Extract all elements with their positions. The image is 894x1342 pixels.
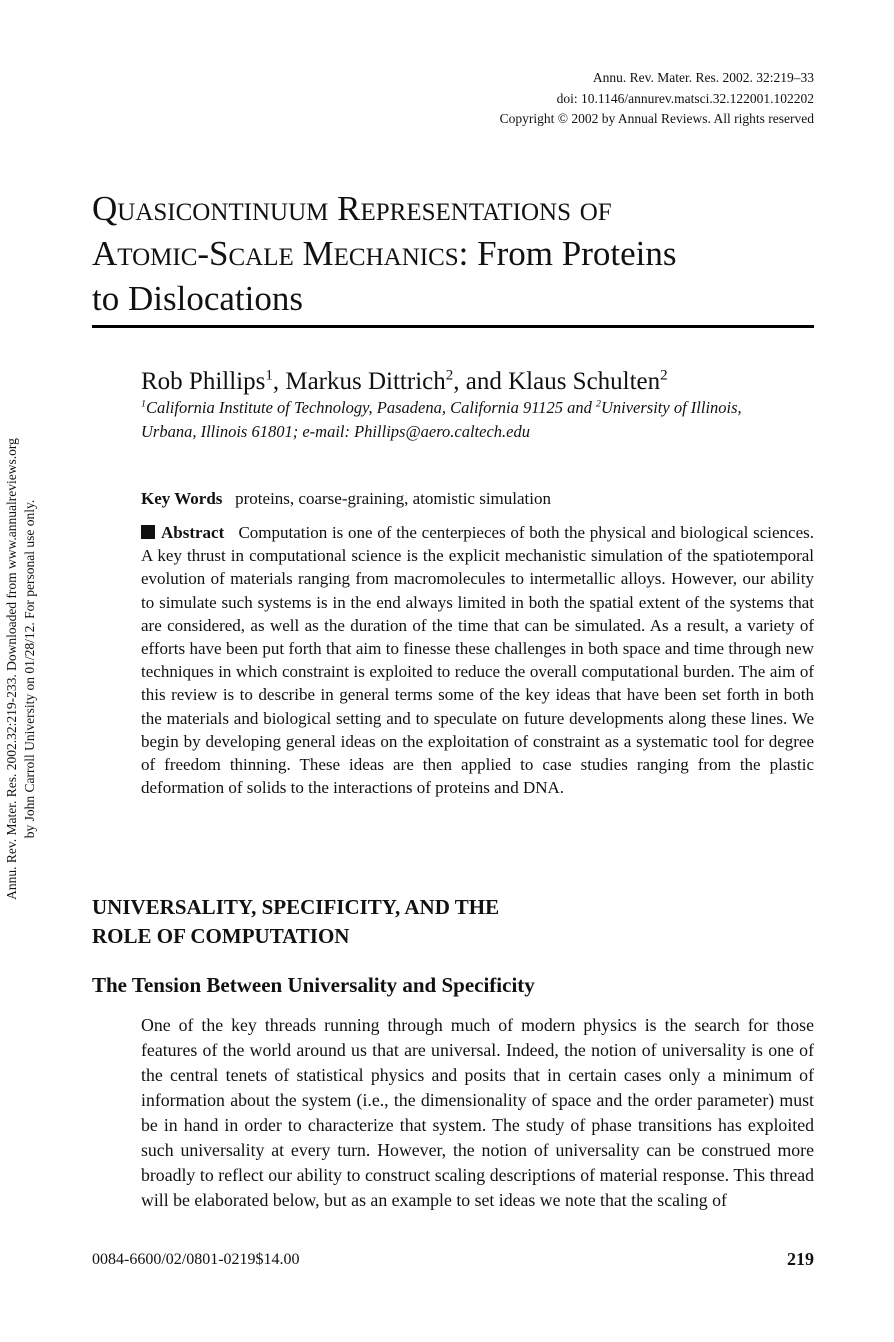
subsection-heading: The Tension Between Universality and Specificity bbox=[92, 973, 535, 997]
doi: doi: 10.1146/annurev.matsci.32.122001.102202 bbox=[556, 90, 814, 106]
author-3: Klaus Schulten bbox=[508, 368, 661, 395]
keywords-value: proteins, coarse-graining, atomistic simulation bbox=[235, 489, 551, 508]
journal-header bbox=[500, 68, 814, 130]
body-paragraph: One of the key threads running through much of modern physics is the search for those features of the world around us that are universal. Indeed, the notion of universality is one of the central tenets of statistical physics and posits that in certain cases only a minimum of information about the system (i.e., the dimensionality of space and the order parameter) must be in hand in order to characterize that system. The study of phase transitions has exploited such universality at every turn. However, the notion of universality can be construed more broadly to reflect our ability to construct scaling descriptions of material response. This thread will be elaborated below, but as an example to set ideas we note that the scaling of bbox=[141, 1015, 814, 1210]
citation: Annu. Rev. Mater. Res. 2002. 32:219–33 bbox=[592, 70, 814, 85]
abstract-text: Computation is one of the centerpieces of both the physical and biological sciences. A key thrust in computational science is the explicit mechanistic simulation of the spatiotemporal evolution of materials ranging from macromolecules to intermetallic alloys. However, our ability to simulate such systems is in the end always limited in both the spatial extent of the systems that are considered, as well as the duration of the time that can be simulated. As a result, a variety of efforts have been put forth that aim to finesse these challenges in both space and time through new techniques in which constraint is exploited to reduce the overall computational burden. The aim of this review is to describe in general terms some of the key ideas that have been set forth in both the materials and biological setting and to speculate on future developments along these lines. We begin by developing general ideas on the exploitation of constraint as a systematic tool for degree of freedom thinning. These ideas are then applied to case studies ranging from the plastic deformation of solids to the interactions of proteins and DNA. bbox=[141, 523, 814, 798]
author-1: Rob Phillips bbox=[141, 368, 266, 395]
title-part2: Atomic-Scale Mechanics: bbox=[92, 234, 469, 273]
abstract bbox=[141, 521, 814, 799]
keywords-label: Key Words bbox=[141, 489, 223, 508]
download-notice-line2: by John Carroll University on 01/28/12. For personal use only. bbox=[22, 499, 37, 839]
section-heading: UNIVERSALITY, SPECIFICITY, AND THE ROLE OF COMPUTATION bbox=[92, 895, 500, 948]
article-title bbox=[92, 186, 814, 321]
title-part1: Quasicontinuum Representations of bbox=[92, 189, 612, 228]
title-part4: to Dislocations bbox=[92, 279, 303, 318]
page-number: 219 bbox=[787, 1249, 814, 1269]
keywords bbox=[141, 487, 551, 511]
footer-code: 0084-6600/02/0801-0219$14.00 bbox=[92, 1251, 300, 1268]
square-bullet-icon bbox=[141, 525, 155, 539]
title-part3: From Proteins bbox=[468, 234, 677, 273]
authors: Rob Phillips$^1$, Markus Dittrich$^2$, and Klaus Schulten$^2$ bbox=[141, 367, 668, 395]
title-rule bbox=[92, 325, 814, 328]
affiliations: $^1$California Institute of Technology, Pasadena, California 91125 and $^2$University of Illinois, Urbana, Illinois 61801; e-mail: Phillips@aero.caltech.edu bbox=[141, 398, 742, 441]
download-notice-line1: Annu. Rev. Mater. Res. 2002.32:219-233. Downloaded from www.annualreviews.org bbox=[4, 438, 19, 900]
abstract-label: Abstract bbox=[161, 523, 225, 542]
author-2: Markus Dittrich bbox=[285, 368, 446, 395]
copyright: Copyright © 2002 by Annual Reviews. All rights reserved bbox=[499, 111, 814, 126]
download-notice bbox=[3, 380, 43, 958]
